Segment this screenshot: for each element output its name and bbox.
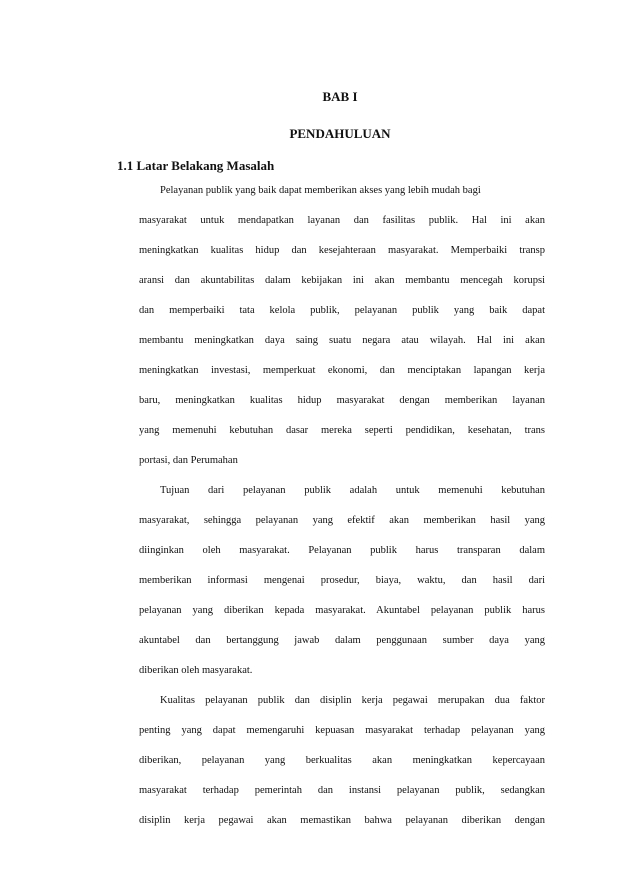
text-line: masyarakat untuk mendapatkan layanan dan fasilitas publik. Hal ini akan — [139, 215, 545, 226]
paragraph-2 — [139, 476, 545, 686]
text-line: portasi, dan Perumahan — [139, 455, 238, 466]
text-line: Pelayanan publik yang baik dapat memberikan akses yang lebih mudah bagi — [160, 185, 481, 196]
chapter-title: PENDAHULUAN — [289, 126, 391, 141]
text-line: masyarakat, sehingga pelayanan yang efektif akan memberikan hasil yang — [139, 515, 545, 526]
text-line: aransi dan akuntabilitas dalam kebijakan ini akan membantu mencegah korupsi — [139, 275, 545, 286]
text-line: baru, meningkatkan kualitas hidup masyarakat dengan memberikan layanan — [139, 395, 545, 406]
text-line: dan memperbaiki tata kelola publik, pelayanan publik yang baik dapat — [139, 305, 545, 316]
text-line: yang memenuhi kebutuhan dasar mereka seperti pendidikan, kesehatan, trans — [139, 425, 545, 436]
text-line: penting yang dapat memengaruhi kepuasan masyarakat terhadap pelayanan yang — [139, 725, 545, 736]
text-line: diberikan, pelayanan yang berkualitas akan meningkatkan kepercayaan — [139, 755, 545, 766]
body-text — [139, 176, 545, 836]
text-line: Kualitas pelayanan publik dan disiplin kerja pegawai merupakan dua faktor — [160, 695, 545, 706]
paragraph-3 — [139, 686, 545, 836]
text-line: pelayanan yang diberikan kepada masyarakat. Akuntabel pelayanan publik harus — [139, 605, 545, 616]
text-line: diinginkan oleh masyarakat. Pelayanan publik harus transparan dalam — [139, 545, 545, 556]
text-line: akuntabel dan bertanggung jawab dalam penggunaan sumber daya yang — [139, 635, 545, 646]
text-line: Tujuan dari pelayanan publik adalah untuk memenuhi kebutuhan — [160, 485, 545, 496]
text-line: meningkatkan investasi, memperkuat ekonomi, dan menciptakan lapangan kerja — [139, 365, 545, 376]
paragraph-1 — [139, 176, 545, 476]
text-line: diberikan oleh masyarakat. — [139, 665, 253, 676]
text-line: masyarakat terhadap pemerintah dan instansi pelayanan publik, sedangkan — [139, 785, 545, 796]
text-line: disiplin kerja pegawai akan memastikan bahwa pelayanan diberikan dengan — [139, 815, 545, 826]
text-line: membantu meningkatkan daya saing suatu negara atau wilayah. Hal ini akan — [139, 335, 545, 346]
chapter-number: BAB I — [322, 89, 358, 104]
text-line: memberikan informasi mengenai prosedur, biaya, waktu, dan hasil dari — [139, 575, 545, 586]
text-line: meningkatkan kualitas hidup dan kesejahteraan masyarakat. Memperbaiki transp — [139, 245, 545, 256]
section-heading: 1.1 Latar Belakang Masalah — [117, 158, 275, 173]
